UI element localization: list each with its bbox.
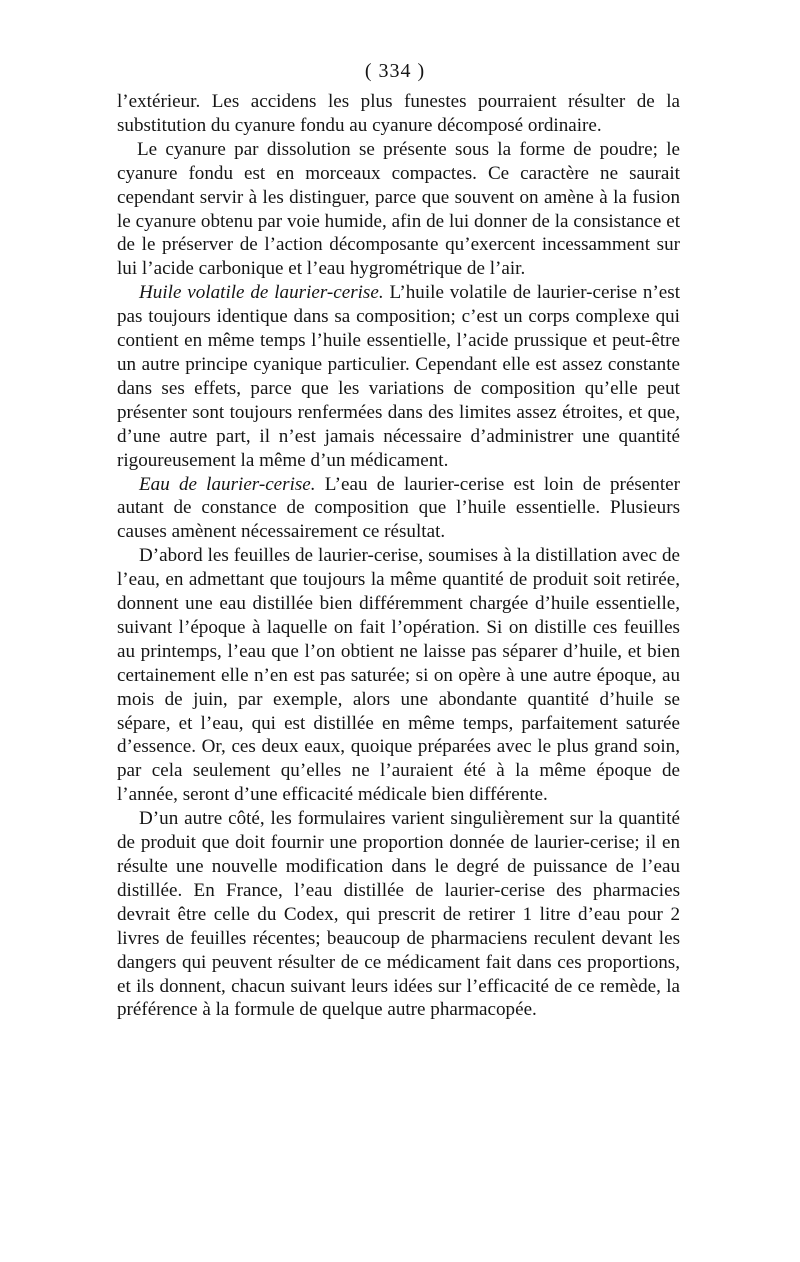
- paragraph-1: [117, 90, 680, 138]
- paragraph-4-text: L’eau de laurier-cerise est loin de présenter autant de constance de composition que l’huile essentielle. Plusieurs causes amènent nécessairement ce résultat.: [117, 473, 680, 543]
- page-number: ( 334 ): [364, 60, 426, 82]
- paragraph-3: [117, 281, 680, 472]
- section-heading-eau-laurier-cerise: Eau de laurier-cerise.: [139, 473, 316, 495]
- paragraph-5: [117, 544, 680, 807]
- paragraph-4: [117, 473, 680, 545]
- body-text: [117, 90, 680, 1022]
- paragraph-2: [117, 138, 680, 281]
- paragraph-5-text: D’abord les feuilles de laurier-cerise, soumises à la distillation avec de l’eau, en admettant que toujours la même quantité de produit soit retirée, donnent une eau distillée bien différemment chargée d’huile essentielle, suivant l’époque à laquelle on fait l’opération. Si on distille ces feuilles au printemps, l’eau que l’on obtient ne laisse pas séparer d’huile, et bien certainement elle n’en est pas saturée; si on opère à une autre époque, au mois de juin, par exemple, alors une abondante quantité d’huile se sépare, et l’eau, qui est distillée en même temps, parfaitement saturée d’essence. Or, ces deux eaux, quoique préparées avec le plus grand soin, par cela seulement qu’elles ne l’auraient été à la même époque de l’année, seront d’une efficacité médicale bien différente.: [117, 545, 680, 806]
- section-heading-huile-volatile: Huile volatile de laurier-cerise.: [139, 282, 384, 304]
- paragraph-6: [117, 807, 680, 1022]
- paragraph-6-text: D’un autre côté, les formulaires varient singulièrement sur la quantité de produit que doit fournir une proportion donnée de laurier-cerise; il en résulte une nouvelle modification dans le degré de puissance de l’eau distillée. En France, l’eau distillée de laurier-cerise des pharmacies devrait être celle du Codex, qui prescrit de retirer 1 litre d’eau pour 2 livres de feuilles récentes; beaucoup de pharmaciens reculent devant les dangers qui peuvent résulter de ce médicament fait dans ces proportions, et ils donnent, chacun suivant leurs idées sur l’efficacité de ce remède, la préférence à la formule de quelque autre pharmacopée.: [117, 808, 680, 1021]
- paragraph-3-text: L’huile volatile de laurier-cerise n’est pas toujours identique dans sa composition; c’est un corps complexe qui contient en même temps l’huile essentielle, l’acide prussique et peut-être un autre principe cyanique particulier. Cependant elle est assez constante dans ses effets, parce que les variations de composition qu’elle peut présenter sont toujours renfermées dans des limites assez étroites, et que, d’une autre part, il n’est jamais nécessaire d’administrer une quantité rigoureusement la même d’un médicament.: [117, 282, 681, 471]
- paragraph-1-text: l’extérieur. Les accidens les plus funestes pourraient résulter de la substitution du cyanure fondu au cyanure décomposé ordinaire.: [117, 91, 680, 136]
- paragraph-2-text: Le cyanure par dissolution se présente sous la forme de poudre; le cyanure fondu est en morceaux compactes. Ce caractère ne saurait cependant servir à les distinguer, parce que souvent on amène à la fusion le cyanure obtenu par voie humide, afin de lui donner de la consistance et de le préserver de l’action décomposante qu’exercent incessamment sur lui l’acide carbonique et l’eau hygrométrique de l’air.: [117, 138, 680, 280]
